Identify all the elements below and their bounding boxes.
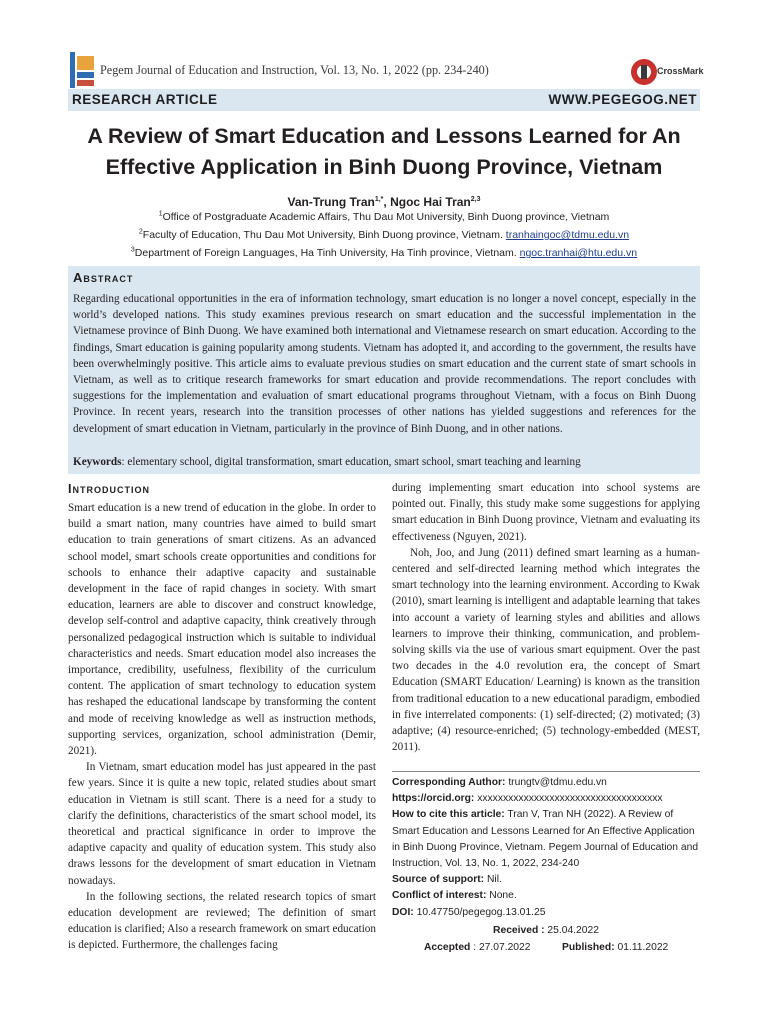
- author-2: Ngoc Hai Tran: [390, 195, 471, 209]
- corresponding-author-label: Corresponding Author:: [392, 777, 506, 788]
- intro-paragraph-4: Noh, Joo, and Jung (2011) defined smart learning as a human-centered and self-directed learning method which integrates the smart technology into the learning environment. According to Kwak (2010), smart learning is intelligent and adaptable learning that takes into account a variety of learning styles and abilities and allows learners to improve their thinking, communication, and problem-solving skills via the use of various smart equipment. Over the past two decades in the 4.0 revolution era, the concept of Smart Education (SMART Education/ Learning) is known as the transition from traditional education to a new educational paradigm, embodied in five interrelated components: (1) self-directed; (2) motivated; (3) adaptive; (4) resource-enriched; (5) technology-embedded (MEST, 2011).: [392, 546, 700, 754]
- orcid-label: https://orcid.org:: [392, 793, 475, 805]
- affiliation-1: [60, 211, 708, 223]
- published-label: Published:: [562, 942, 615, 953]
- source-of-support-label: Source of support:: [392, 874, 485, 886]
- keywords-label: Keywords: [73, 456, 122, 468]
- author-2-affiliation: 2,3: [470, 196, 481, 203]
- affiliation-3-number: 3: [130, 246, 135, 254]
- orcid-value[interactable]: xxxxxxxxxxxxxxxxxxxxxxxxxxxxxxxxxxxx: [474, 793, 663, 805]
- article-info-box: [392, 775, 700, 921]
- right-column: [392, 480, 700, 755]
- title-line-1: A Review of Smart Education and Lessons Learned for An: [87, 124, 681, 148]
- affiliation-3-email-link[interactable]: ngoc.tranhai@htu.edu.vn: [519, 247, 638, 259]
- abstract-text: Regarding educational opportunities in the era of information technology, smart education is no longer a novel concept, especially in the world’s developed nations. This study examines previous research on smart education and the successful implementation in the Vietnamese province of Binh Duong. We have examined both international and Vietnamese research on smart education. According to the findings, Smart education is gaining popularity among students. Vietnam has adopted it, and according to the government, the results have been overwhelmingly positive. This article aims to evaluate previous studies on smart education and the current state of smart schools in Vietnam, as well as to critique research frameworks for smart education and provide recommendations. The report concludes with suggestions for the implementation and evaluation of smart educational programs throughout Vietnam, with a focus on Binh Duong Province. In recent years, research into the transition processes of other nations has yielded suggestions and references for the development of smart education in Vietnam, particularly in the province of Binh Duong, and in other nations.: [73, 293, 696, 435]
- author-separator: ,: [383, 195, 391, 209]
- intro-paragraph-2: In Vietnam, smart education model has just appeared in the past few years. Since it is quite a new topic, related studies about smart education in Vietnam is still scant. There is a need for a study to clarify the definitions, characteristics of the smart school model, its theoretical and practical significance in order to improve the adaptive capacity and quality of education system. This study also draws lessons for the development of smart education in Vietnam nowadays.: [68, 761, 376, 887]
- left-column: [68, 500, 376, 954]
- journal-citation-line: Pegem Journal of Education and Instruction, Vol. 13, No. 1, 2022 (pp. 234-240): [100, 63, 489, 77]
- affiliation-2-number: 2: [138, 228, 143, 236]
- introduction-heading: Introduction: [68, 482, 150, 496]
- conflict-of-interest-label: Conflict of interest:: [392, 890, 487, 902]
- intro-paragraph-3: In the following sections, the related research topics of smart education development are reviewed; The definition of smart education is clarified; Also a research framework on smart education is depicted. Furthermore, the challenges facing: [68, 890, 376, 952]
- crossmark-label[interactable]: CrossMark: [657, 66, 704, 76]
- how-to-cite-text: Tran V, Tran NH (2022). A Review of Smart Education and Lessons Learned for An Effective Application in Binh Duong Province, Vietnam. Pegem Journal of Education and Instruction, Vol. 13, No. 1, 2022, 234-240: [392, 809, 699, 870]
- accepted-value: : 27.07.2022: [470, 942, 531, 953]
- crossmark-icon[interactable]: [630, 58, 658, 86]
- received-date: [392, 925, 700, 936]
- doi: [392, 905, 700, 921]
- doi-label: DOI:: [392, 906, 414, 918]
- how-to-cite: [392, 807, 700, 872]
- affiliation-3: [60, 247, 708, 259]
- affiliation-2: [60, 229, 708, 241]
- website-link[interactable]: WWW.PEGEGOG.NET: [548, 92, 697, 107]
- title-line-2: Effective Application in Binh Duong Province, Vietnam: [105, 155, 663, 179]
- orcid: [392, 791, 700, 807]
- conflict-of-interest-value: None.: [486, 890, 517, 902]
- affiliation-2-text: Faculty of Education, Thu Dau Mot University, Binh Duong province, Vietnam.: [142, 229, 506, 241]
- pegem-logo-icon: [70, 52, 94, 88]
- author-1: Van-Trung Tran: [287, 195, 375, 209]
- published-date: [562, 942, 668, 953]
- source-of-support-value: Nil.: [484, 874, 502, 886]
- affiliation-2-email-link[interactable]: tranhaingoc@tdmu.edu.vn: [505, 229, 630, 241]
- keywords: [73, 456, 696, 468]
- intro-paragraph-1: Smart education is a new trend of education in the globe. In order to build a smart nation, many countries have aimed to build smart education to train generations of smart citizens. As an advanced school model, smart schools create opportunities and conditions for schools to enhance their adaptive capacity and sustainable development in the face of rapid changes in society. With smart education, learners are able to discover and construct knowledge, develop self-control and adaptive capacity, think creatively through personalized pedagogical instruction which is suitable to individual characteristics and needs. Smart education model also increases the importance, credibility, usefulness, flexibility of the curriculum content. The application of smart technology to education system has reshaped the educational landscape by transforming the content and mode of receiving knowledge as well as instruction methods, supporting services, organization, school administration (Demir, 2021).: [68, 502, 376, 758]
- doi-value[interactable]: 10.47750/pegegog.13.01.25: [413, 906, 546, 918]
- info-divider: [392, 771, 700, 772]
- accepted-date: [424, 942, 530, 953]
- published-value: 01.11.2022: [614, 942, 669, 953]
- source-of-support: [392, 872, 700, 888]
- keywords-list: : elementary school, digital transformation, smart education, smart school, smart teaching and learning: [121, 456, 581, 468]
- article-title: [60, 121, 708, 183]
- affiliation-3-text: Department of Foreign Languages, Ha Tinh University, Ha Tinh province, Vietnam.: [134, 247, 520, 259]
- corresponding-author: [392, 775, 700, 791]
- author-1-affiliation: 1,*: [374, 196, 384, 203]
- corresponding-author-email[interactable]: trungtv@tdmu.edu.vn: [505, 777, 607, 788]
- abstract-heading: Abstract: [73, 270, 134, 285]
- affiliation-1-number: 1: [158, 210, 163, 218]
- received-label: Received :: [493, 925, 545, 936]
- affiliation-1-text: Office of Postgraduate Academic Affairs, Thu Dau Mot University, Binh Duong province, Vietnam: [162, 211, 610, 223]
- how-to-cite-label: How to cite this article:: [392, 809, 505, 821]
- research-article-label: RESEARCH ARTICLE: [72, 92, 218, 107]
- received-value: 25.04.2022: [544, 925, 599, 936]
- accepted-label: Accepted: [424, 942, 471, 953]
- author-list: [60, 195, 708, 209]
- conflict-of-interest: [392, 888, 700, 904]
- intro-paragraph-continued: during implementing smart education into school systems are pointed out. Finally, this study make some suggestions for applying smart education in Binh Duong province, Vietnam and evaluating its effectiveness (Nguyen, 2021).: [392, 482, 700, 543]
